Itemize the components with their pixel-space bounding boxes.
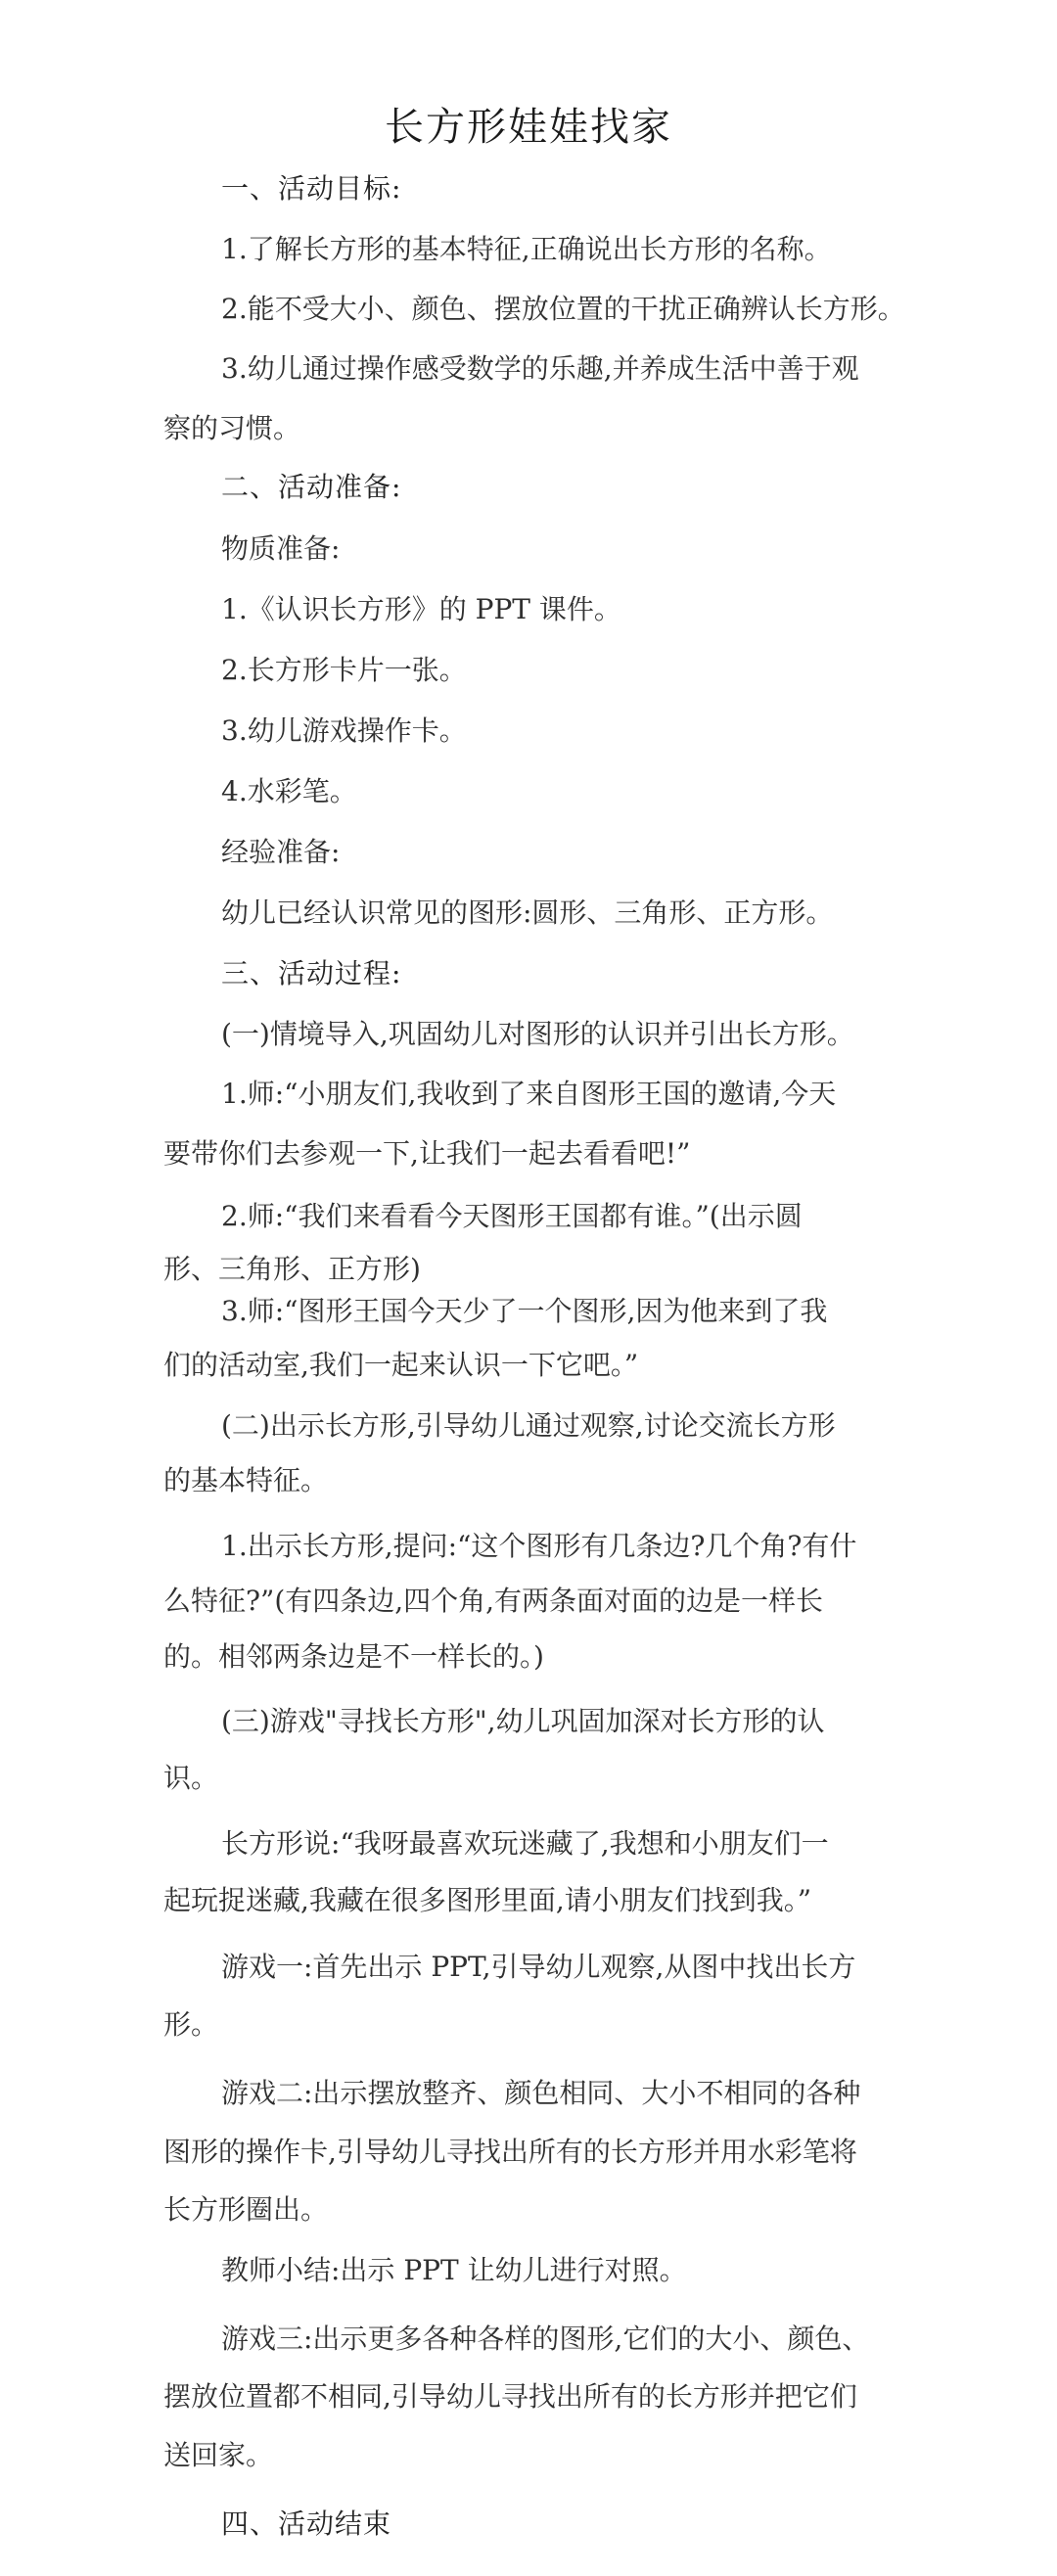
process-heading: 三、活动过程: bbox=[221, 957, 402, 989]
game-3-line-1: 游戏三:出示更多各种各样的图形,它们的大小、颜色、 bbox=[221, 2323, 870, 2355]
step-2-line-2: 的基本特征。 bbox=[163, 1464, 329, 1496]
game-2-line-1: 游戏二:出示摆放整齐、颜色相同、大小不相同的各种 bbox=[221, 2077, 861, 2109]
game-3-line-2: 摆放位置都不相同,引导幼儿寻找出所有的长方形并把它们 bbox=[163, 2380, 857, 2413]
rectangle-says-line-1: 长方形说:“我呀最喜欢玩迷藏了,我想和小朋友们一 bbox=[221, 1827, 829, 1860]
goal-3-line-1: 3.幼儿通过操作感受数学的乐趣,并养成生活中善于观 bbox=[221, 352, 859, 385]
goal-3-line-2: 察的习惯。 bbox=[163, 412, 301, 444]
experience-text: 幼儿已经认识常见的图形:圆形、三角形、正方形。 bbox=[221, 897, 834, 929]
experience-heading: 经验准备: bbox=[221, 836, 341, 868]
goals-heading: 一、活动目标: bbox=[221, 172, 402, 205]
step-3-line-2: 识。 bbox=[163, 1762, 219, 1794]
step-2-item-1-line-2: 么特征?”(有四条边,四个角,有两条面对面的边是一样长 bbox=[163, 1585, 824, 1617]
goal-2: 2.能不受大小、颜色、摆放位置的干扰正确辨认长方形。 bbox=[221, 293, 905, 325]
document-title: 长方形娃娃找家 bbox=[385, 105, 672, 150]
step-2-line-1: (二)出示长方形,引导幼儿通过观察,讨论交流长方形 bbox=[221, 1409, 836, 1442]
material-1: 1.《认识长方形》的 PPT 课件。 bbox=[221, 593, 621, 625]
game-1-line-1: 游戏一:首先出示 PPT,引导幼儿观察,从图中找出长方 bbox=[221, 1951, 856, 1983]
rectangle-says-line-2: 起玩捉迷藏,我藏在很多图形里面,请小朋友们找到我。” bbox=[163, 1884, 812, 1916]
end-heading: 四、活动结束 bbox=[221, 2507, 392, 2540]
material-2: 2.长方形卡片一张。 bbox=[221, 654, 467, 686]
step-2-item-1-line-3: 的。相邻两条边是不一样长的。) bbox=[163, 1640, 544, 1673]
game-3-line-3: 送回家。 bbox=[163, 2439, 274, 2471]
step-1-item-2-line-2: 形、三角形、正方形) bbox=[163, 1253, 421, 1285]
step-1-item-3-line-1: 3.师:“图形王国今天少了一个图形,因为他来到了我 bbox=[221, 1295, 828, 1327]
teacher-summary: 教师小结:出示 PPT 让幼儿进行对照。 bbox=[221, 2254, 687, 2286]
goal-1: 1.了解长方形的基本特征,正确说出长方形的名称。 bbox=[221, 233, 832, 265]
material-3: 3.幼儿游戏操作卡。 bbox=[221, 714, 467, 747]
step-1-item-1-line-1: 1.师:“小朋友们,我收到了来自图形王国的邀请,今天 bbox=[221, 1078, 837, 1110]
material-4: 4.水彩笔。 bbox=[221, 775, 357, 807]
game-2-line-2: 图形的操作卡,引导幼儿寻找出所有的长方形并用水彩笔将 bbox=[163, 2136, 857, 2168]
step-3-line-1: (三)游戏"寻找长方形",幼儿巩固加深对长方形的认 bbox=[221, 1705, 825, 1737]
step-1: (一)情境导入,巩固幼儿对图形的认识并引出长方形。 bbox=[221, 1018, 854, 1050]
game-2-line-3: 长方形圈出。 bbox=[163, 2193, 329, 2226]
game-1-line-2: 形。 bbox=[163, 2008, 219, 2041]
prep-heading: 二、活动准备: bbox=[221, 471, 402, 503]
material-heading: 物质准备: bbox=[221, 532, 341, 565]
step-1-item-2-line-1: 2.师:“我们来看看今天图形王国都有谁。”(出示圆 bbox=[221, 1200, 803, 1232]
step-1-item-3-line-2: 们的活动室,我们一起来认识一下它吧。” bbox=[163, 1349, 639, 1381]
step-2-item-1-line-1: 1.出示长方形,提问:“这个图形有几条边?几个角?有什 bbox=[221, 1530, 857, 1562]
step-1-item-1-line-2: 要带你们去参观一下,让我们一起去看看吧!” bbox=[163, 1137, 691, 1170]
